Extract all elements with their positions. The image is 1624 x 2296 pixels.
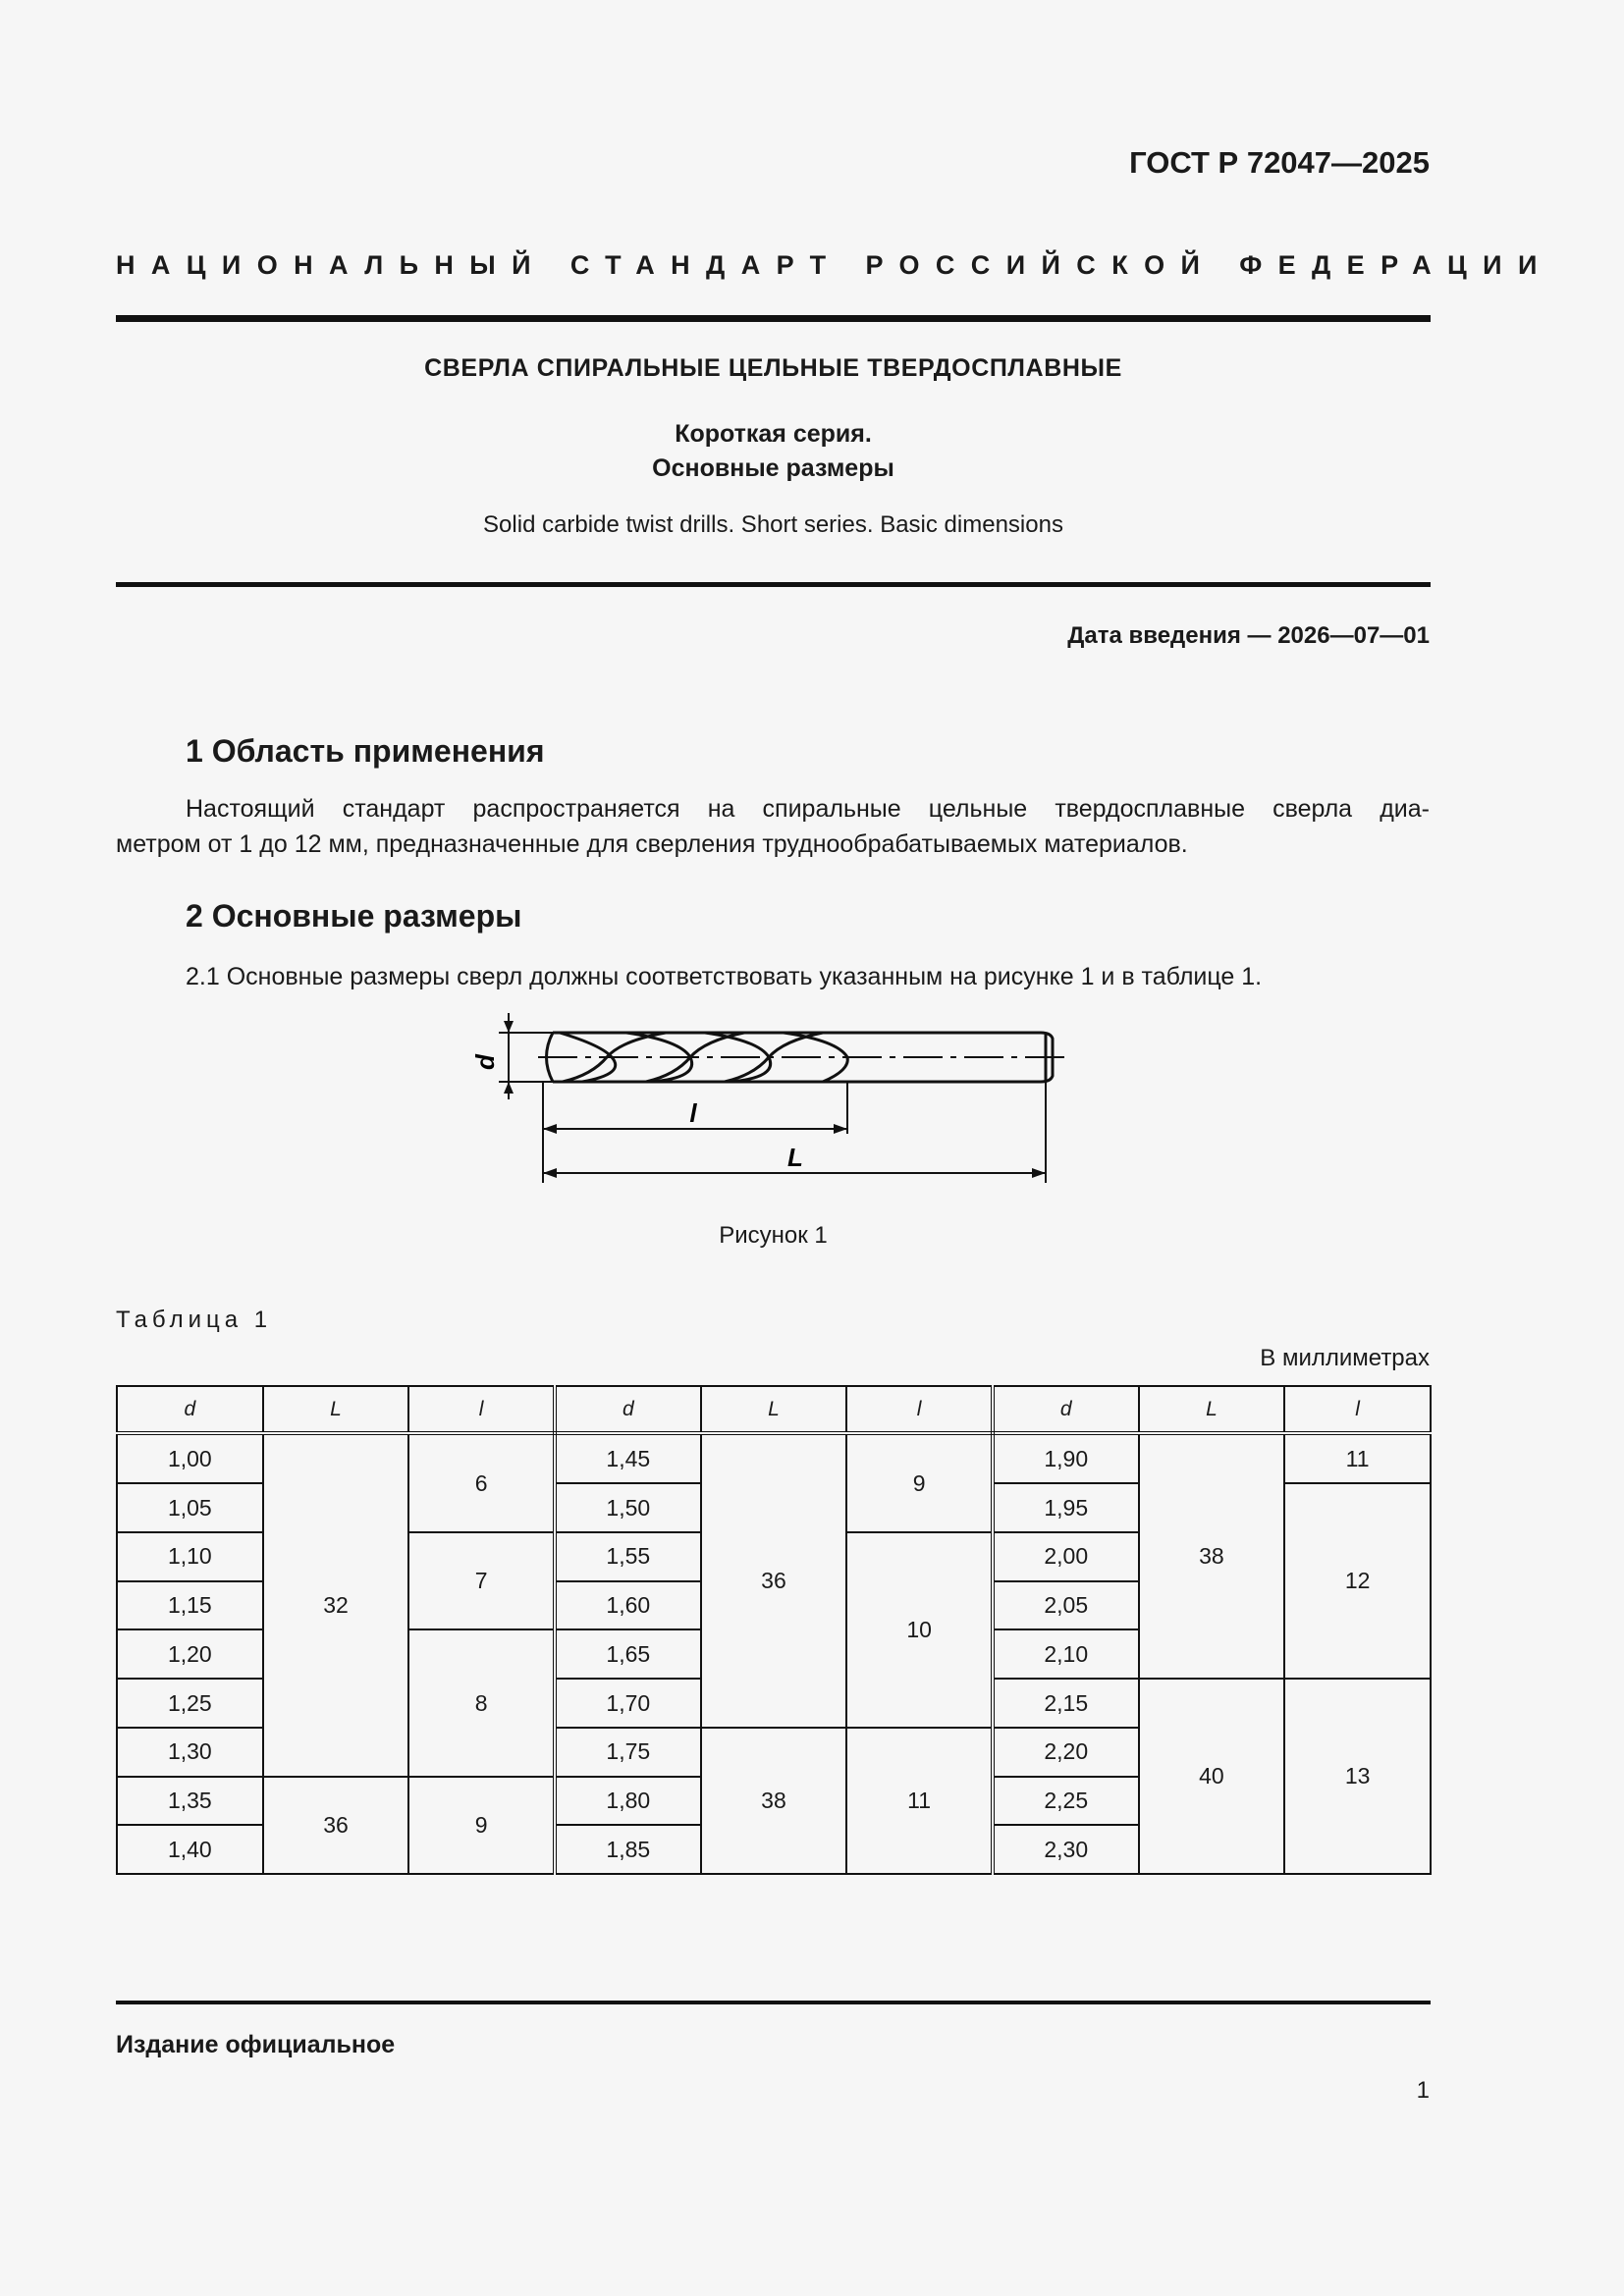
document-title: СВЕРЛА СПИРАЛЬНЫЕ ЦЕЛЬНЫЕ ТВЕРДОСПЛАВНЫЕ (424, 354, 1122, 382)
cell-d: 1,15 (117, 1581, 263, 1630)
section-1-heading: 1 Область применения (186, 733, 545, 769)
subtitle-line-1: Короткая серия. (675, 420, 872, 448)
introduction-date: Дата введения — 2026—07—01 (1067, 622, 1430, 649)
english-title: Solid carbide twist drills. Short series. Basic dimensions (483, 511, 1063, 538)
cell-d: 1,25 (117, 1679, 263, 1728)
overall-length-label: L (787, 1143, 803, 1172)
header-d: d (555, 1386, 701, 1433)
cell-d: 1,50 (555, 1483, 701, 1532)
cell-d: 1,65 (555, 1629, 701, 1679)
cell-d: 1,70 (555, 1679, 701, 1728)
cell-d: 2,30 (993, 1825, 1139, 1874)
diameter-arrow-bottom (504, 1082, 514, 1094)
cell-l: 11 (846, 1728, 993, 1874)
document-subtitle (116, 417, 1431, 486)
section-2-heading: 2 Основные размеры (186, 898, 522, 934)
header-d: d (993, 1386, 1139, 1433)
cell-d: 2,15 (993, 1679, 1139, 1728)
header-L: L (263, 1386, 409, 1433)
cell-d: 1,60 (555, 1581, 701, 1630)
cell-d: 1,30 (117, 1728, 263, 1777)
subtitle-line-2: Основные размеры (652, 454, 894, 482)
cell-L: 38 (701, 1728, 847, 1874)
cell-d: 1,00 (117, 1433, 263, 1483)
cell-d: 1,85 (555, 1825, 701, 1874)
flute-arrow-left (543, 1124, 557, 1134)
cell-L: 36 (701, 1433, 847, 1728)
header-L: L (1139, 1386, 1285, 1433)
page-number: 1 (1416, 2077, 1430, 2104)
table-units: В миллиметрах (1260, 1345, 1430, 1371)
cell-l: 7 (408, 1532, 555, 1629)
cell-d: 1,05 (117, 1483, 263, 1532)
header-l: l (408, 1386, 555, 1433)
footer-divider (116, 2001, 1431, 2004)
cell-d: 1,55 (555, 1532, 701, 1581)
header-divider (116, 315, 1431, 322)
figure-caption: Рисунок 1 (719, 1222, 828, 1249)
cell-l: 9 (408, 1777, 555, 1874)
cell-L: 38 (1139, 1433, 1285, 1679)
cell-l: 11 (1284, 1433, 1431, 1483)
flute-arrow-right (834, 1124, 847, 1134)
cell-L: 36 (263, 1777, 409, 1874)
table-header-row (117, 1386, 1431, 1433)
diameter-label: d (470, 1054, 500, 1070)
cell-d: 1,90 (993, 1433, 1139, 1483)
cell-d: 2,05 (993, 1581, 1139, 1630)
clause-2-1: 2.1 Основные размеры сверл должны соответствовать указанным на рисунке 1 и в таблице 1. (186, 963, 1263, 990)
cell-d: 2,00 (993, 1532, 1139, 1581)
cell-l: 10 (846, 1532, 993, 1728)
cell-d: 2,20 (993, 1728, 1139, 1777)
table-label: Таблица 1 (116, 1307, 273, 1333)
header-l: l (846, 1386, 993, 1433)
overall-arrow-right (1032, 1168, 1046, 1178)
table-row (117, 1433, 1431, 1483)
cell-d: 1,95 (993, 1483, 1139, 1532)
header-L: L (701, 1386, 847, 1433)
overall-arrow-left (543, 1168, 557, 1178)
cell-l: 12 (1284, 1483, 1431, 1679)
section-1-paragraph (116, 791, 1430, 862)
cell-l: 13 (1284, 1679, 1431, 1874)
cell-l: 8 (408, 1629, 555, 1776)
cell-d: 1,80 (555, 1777, 701, 1826)
header-l: l (1284, 1386, 1431, 1433)
cell-d: 1,35 (117, 1777, 263, 1826)
official-edition-note: Издание официальное (116, 2031, 396, 2058)
flute-length-label: l (689, 1098, 697, 1128)
section-1-line-2: метром от 1 до 12 мм, предназначенные для сверления труднообрабатываемых материалов. (116, 830, 1188, 858)
cell-d: 1,75 (555, 1728, 701, 1777)
cell-d: 2,25 (993, 1777, 1139, 1826)
cell-d: 1,40 (117, 1825, 263, 1874)
national-standard-title: НАЦИОНАЛЬНЫЙ СТАНДАРТ РОССИЙСКОЙ ФЕДЕРАЦИИ (116, 250, 1553, 280)
document-number: ГОСТ Р 72047—2025 (1129, 145, 1430, 180)
cell-d: 1,20 (117, 1629, 263, 1679)
diameter-arrow-top (504, 1021, 514, 1033)
dimensions-table (116, 1385, 1432, 1875)
cell-l: 6 (408, 1433, 555, 1532)
cell-l: 9 (846, 1433, 993, 1532)
section-1-line-1: Настоящий стандарт распространяется на спиральные цельные твердосплавные сверла диа- (186, 795, 1430, 823)
cell-d: 2,10 (993, 1629, 1139, 1679)
cell-d: 1,10 (117, 1532, 263, 1581)
title-divider (116, 582, 1431, 587)
cell-L: 40 (1139, 1679, 1285, 1874)
cell-L: 32 (263, 1433, 409, 1777)
cell-d: 1,45 (555, 1433, 701, 1483)
header-d: d (117, 1386, 263, 1433)
drill-drawing (116, 1001, 1431, 1198)
